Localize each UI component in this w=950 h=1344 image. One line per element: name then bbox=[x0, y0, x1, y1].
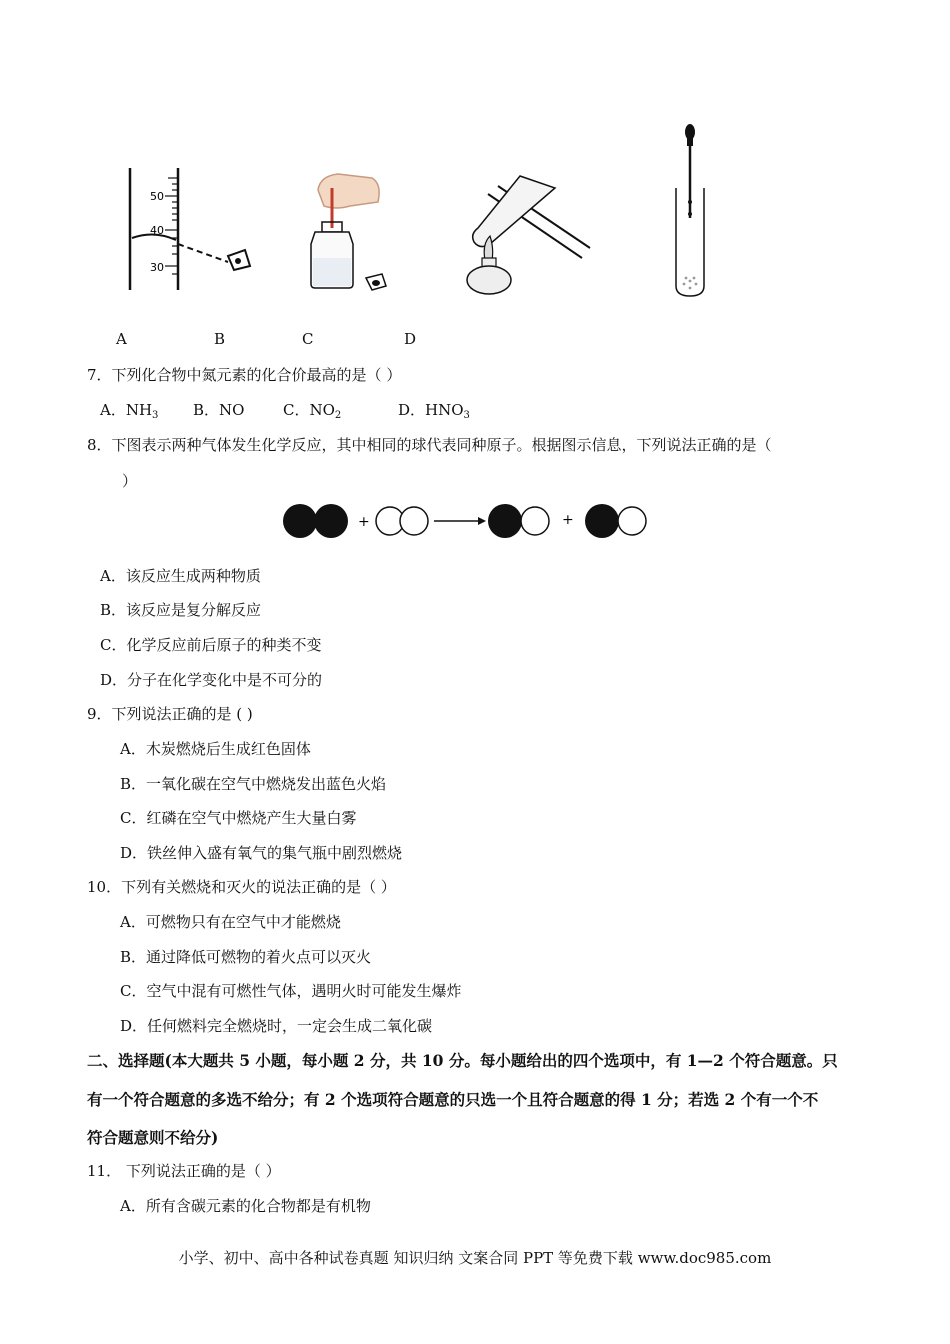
cylinder-tick-50: 50 bbox=[150, 190, 164, 203]
q7-option-b: B．NO bbox=[193, 401, 245, 419]
figure-label-c: C bbox=[302, 330, 314, 348]
q10-option-d: D．任何燃料完全燃烧时，一定会生成二氧化碳 bbox=[120, 1017, 433, 1035]
q8-stem-cont: ） bbox=[122, 472, 138, 490]
figure-c-heating-test-tube bbox=[467, 176, 590, 294]
q9-stem: 9．下列说法正确的是 ( ) bbox=[87, 705, 253, 723]
q8-option-a: A．该反应生成两种物质 bbox=[100, 567, 261, 585]
q10-stem: 10．下列有关燃烧和灭火的说法正确的是（ ） bbox=[87, 878, 396, 896]
q8-option-b: B．该反应是复分解反应 bbox=[100, 601, 262, 619]
cylinder-tick-40: 40 bbox=[150, 224, 164, 237]
figure-label-b: B bbox=[214, 330, 226, 348]
figure-a-graduated-cylinder bbox=[130, 168, 250, 290]
q10-option-b: B．通过降低可燃物的着火点可以灭火 bbox=[120, 948, 372, 966]
q9-option-a: A．木炭燃烧后生成红色固体 bbox=[120, 740, 311, 758]
section2-line3: 符合题意则不给分) bbox=[87, 1128, 219, 1147]
q7-option-d: D．$HNO_3$ bbox=[398, 401, 470, 421]
figure-b-reagent-bottle bbox=[311, 174, 386, 290]
q8-option-d: D．分子在化学变化中是不可分的 bbox=[100, 671, 323, 689]
q11-stem: 11． 下列说法正确的是（ ） bbox=[87, 1162, 281, 1180]
section2-line2: 有一个符合题意的多选不给分；有 2 个选项符合题意的只选一个且符合题意的得 1 分；若选 2 个有一个不 bbox=[87, 1090, 819, 1109]
q9-option-d: D．铁丝伸入盛有氧气的集气瓶中剧烈燃烧 bbox=[120, 844, 403, 862]
q11-option-a: A．所有含碳元素的化合物都是有机物 bbox=[120, 1197, 371, 1215]
lab-operation-figures bbox=[110, 118, 730, 308]
q7-option-a: A．$NH_3$ bbox=[100, 401, 159, 421]
q8-stem: 8．下图表示两种气体发生化学反应，其中相同的球代表同种原子。根据图示信息，下列说法正确的是（ bbox=[87, 436, 772, 454]
cylinder-tick-30: 30 bbox=[150, 261, 164, 274]
figure-label-d: D bbox=[404, 330, 417, 348]
figure-label-a: A bbox=[116, 330, 127, 348]
reaction-plus-2: + bbox=[562, 512, 574, 528]
q10-option-a: A．可燃物只有在空气中才能燃烧 bbox=[120, 913, 341, 931]
q9-option-c: C．红磷在空气中燃烧产生大量白雾 bbox=[120, 809, 357, 827]
q8-option-c: C．化学反应前后原子的种类不变 bbox=[100, 636, 322, 654]
q10-option-c: C．空气中混有可燃性气体，遇明火时可能发生爆炸 bbox=[120, 982, 462, 1000]
q7-stem: 7．下列化合物中氮元素的化合价最高的是（ ） bbox=[87, 366, 402, 384]
reaction-plus-1: + bbox=[358, 514, 370, 530]
q9-option-b: B．一氧化碳在空气中燃烧发出蓝色火焰 bbox=[120, 775, 387, 793]
page-footer: 小学、初中、高中各种试卷真题 知识归纳 文案合同 PPT 等免费下载 www.doc985.com bbox=[178, 1249, 772, 1267]
section2-line1: 二、选择题(本大题共 5 小题，每小题 2 分，共 10 分。每小题给出的四个选项中，有 1—2 个符合题意。只 bbox=[87, 1051, 838, 1070]
q7-option-c: C．$NO_2$ bbox=[283, 401, 342, 421]
figure-d-dropper bbox=[676, 124, 704, 296]
reaction-diagram bbox=[280, 500, 660, 542]
